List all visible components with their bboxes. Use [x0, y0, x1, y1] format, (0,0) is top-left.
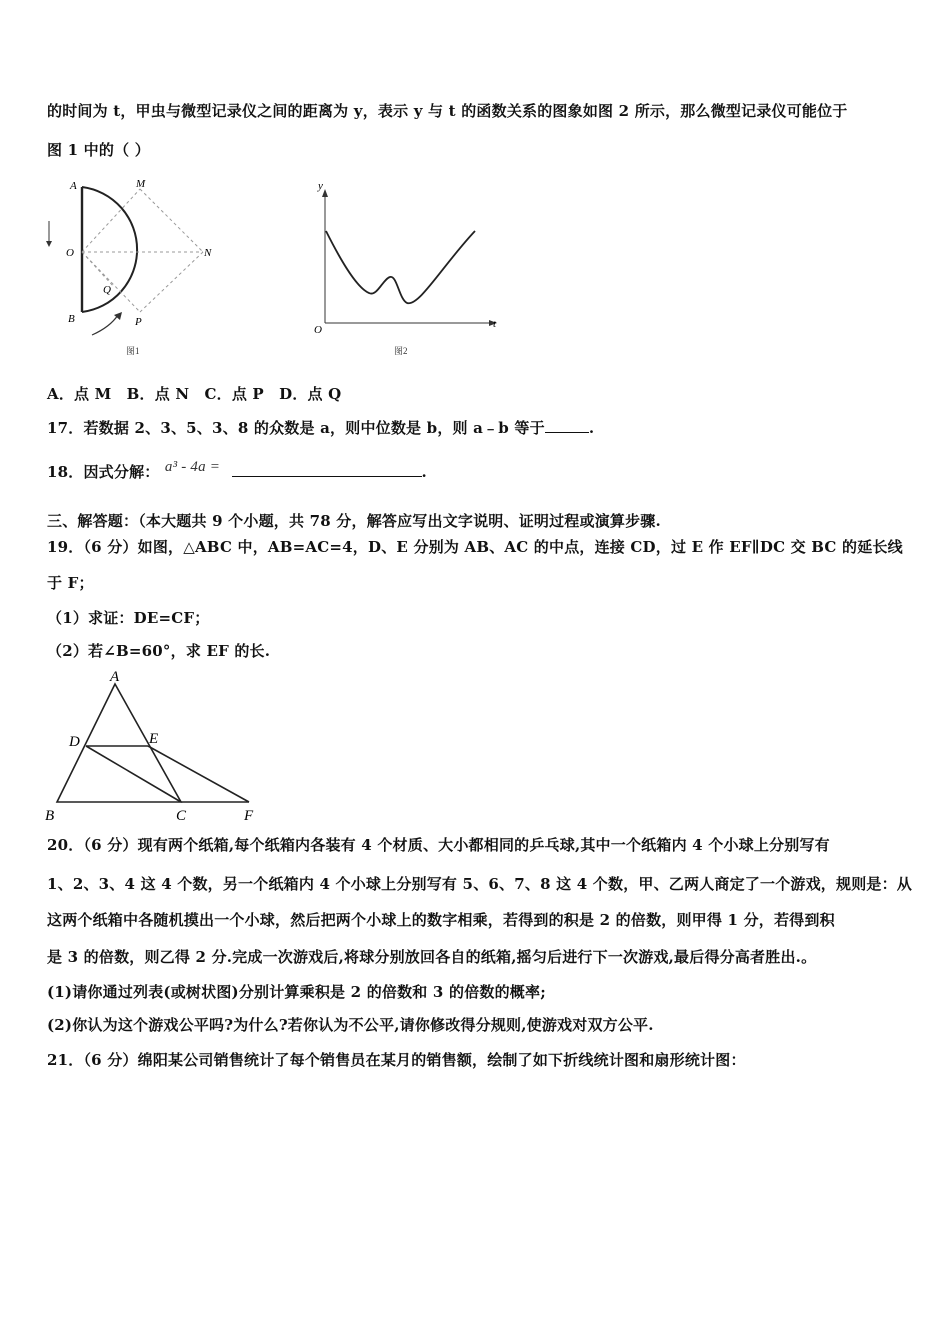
q17	[47, 417, 594, 438]
fig1-label-B: B	[68, 313, 75, 325]
tri-label-A: A	[110, 669, 120, 685]
tri-label-B: B	[45, 808, 55, 824]
q20-text-line2: 1、2、3、4 这 4 个数，另一个纸箱内 4 个小球上分别写有 5、6、7、8 这 4 个数，甲、乙两人商定了一个游戏，规则是：从	[47, 875, 913, 893]
q18-tail: .	[421, 463, 427, 481]
q19-part2: （2）若∠B=60°，求 EF 的长.	[47, 642, 271, 660]
triangle-figure	[40, 668, 270, 824]
q16-options: A．点 M B．点 N C．点 P D．点 Q	[47, 385, 342, 403]
q20-text-line4: 是 3 的倍数，则乙得 2 分.完成一次游戏后,将球分别放回各自的纸箱,摇匀后进行下一次游戏,最后得分高者胜出.。	[47, 948, 817, 966]
q19-text-line2: 于 F；	[47, 574, 94, 592]
fig1-caption: 图1	[126, 346, 140, 356]
tri-label-E: E	[149, 731, 159, 747]
q17-answer-blank[interactable]	[545, 432, 589, 433]
q20-part1: (1)请你通过列表(或树状图)分别计算乘积是 2 的倍数和 3 的倍数的概率;	[47, 983, 546, 1001]
section-3-heading: 三、解答题：（本大题共 9 个小题，共 78 分，解答应写出文字说明、证明过程或演算步骤.	[47, 512, 661, 530]
fig2-label-y: y	[318, 180, 323, 192]
figure-2	[305, 175, 505, 365]
fig1-label-A: A	[70, 180, 77, 192]
q16-text-line2: 图 1 中的（ ）	[47, 141, 150, 159]
q17-tail: .	[588, 419, 595, 437]
q20-text-line3: 这两个纸箱中各随机摸出一个小球，然后把两个小球上的数字相乘，若得到的积是 2 的倍数，则甲得 1 分，若得到积	[47, 911, 835, 929]
fig1-label-M: M	[136, 178, 146, 190]
fig1-label-N: N	[204, 247, 212, 259]
fig1-label-P: P	[135, 316, 142, 328]
fig2-caption: 图2	[394, 346, 408, 356]
q18-formula: a³ - 4a =	[164, 459, 221, 475]
q18-answer-blank[interactable]	[232, 476, 422, 477]
fig2-label-O: O	[314, 324, 322, 336]
q18-prefix: 18．因式分解：	[47, 463, 160, 481]
q16-text-line1: 的时间为 t，甲虫与微型记录仪之间的距离为 y，表示 y 与 t 的函数关系的图象如图 2 所示，那么微型记录仪可能位于	[47, 102, 848, 120]
q20-text-line1: 20．（6 分）现有两个纸箱,每个纸箱内各装有 4 个材质、大小都相同的乒乓球,其中一个纸箱内 4 个小球上分别写有	[47, 836, 830, 854]
q20-part2: (2)你认为这个游戏公平吗?为什么?若你认为不公平,请你修改得分规则,使游戏对双方公平.	[47, 1016, 654, 1034]
q19-text-line1: 19．（6 分）如图，△ABC 中，AB=AC=4，D、E 分别为 AB、AC 的中点，连接 CD，过 E 作 EF∥DC 交 BC 的延长线	[47, 538, 903, 556]
q21-text-line1: 21．（6 分）绵阳某公司销售统计了每个销售员在某月的销售额，绘制了如下折线统计图和扇形统计图：	[47, 1051, 746, 1069]
figure-1	[40, 175, 230, 365]
fig2-label-t: t	[493, 318, 497, 330]
q19-part1: （1）求证：DE=CF；	[47, 609, 210, 627]
fig1-label-Q: Q	[103, 284, 111, 296]
q17-text: 17．若数据 2、3、5、3、8 的众数是 a，则中位数是 b，则 a﹣b 等于	[47, 419, 545, 437]
tri-label-D: D	[69, 734, 80, 750]
fig1-label-O: O	[66, 247, 74, 259]
tri-label-F: F	[244, 808, 254, 824]
q18	[47, 461, 427, 482]
tri-label-C: C	[176, 808, 187, 824]
